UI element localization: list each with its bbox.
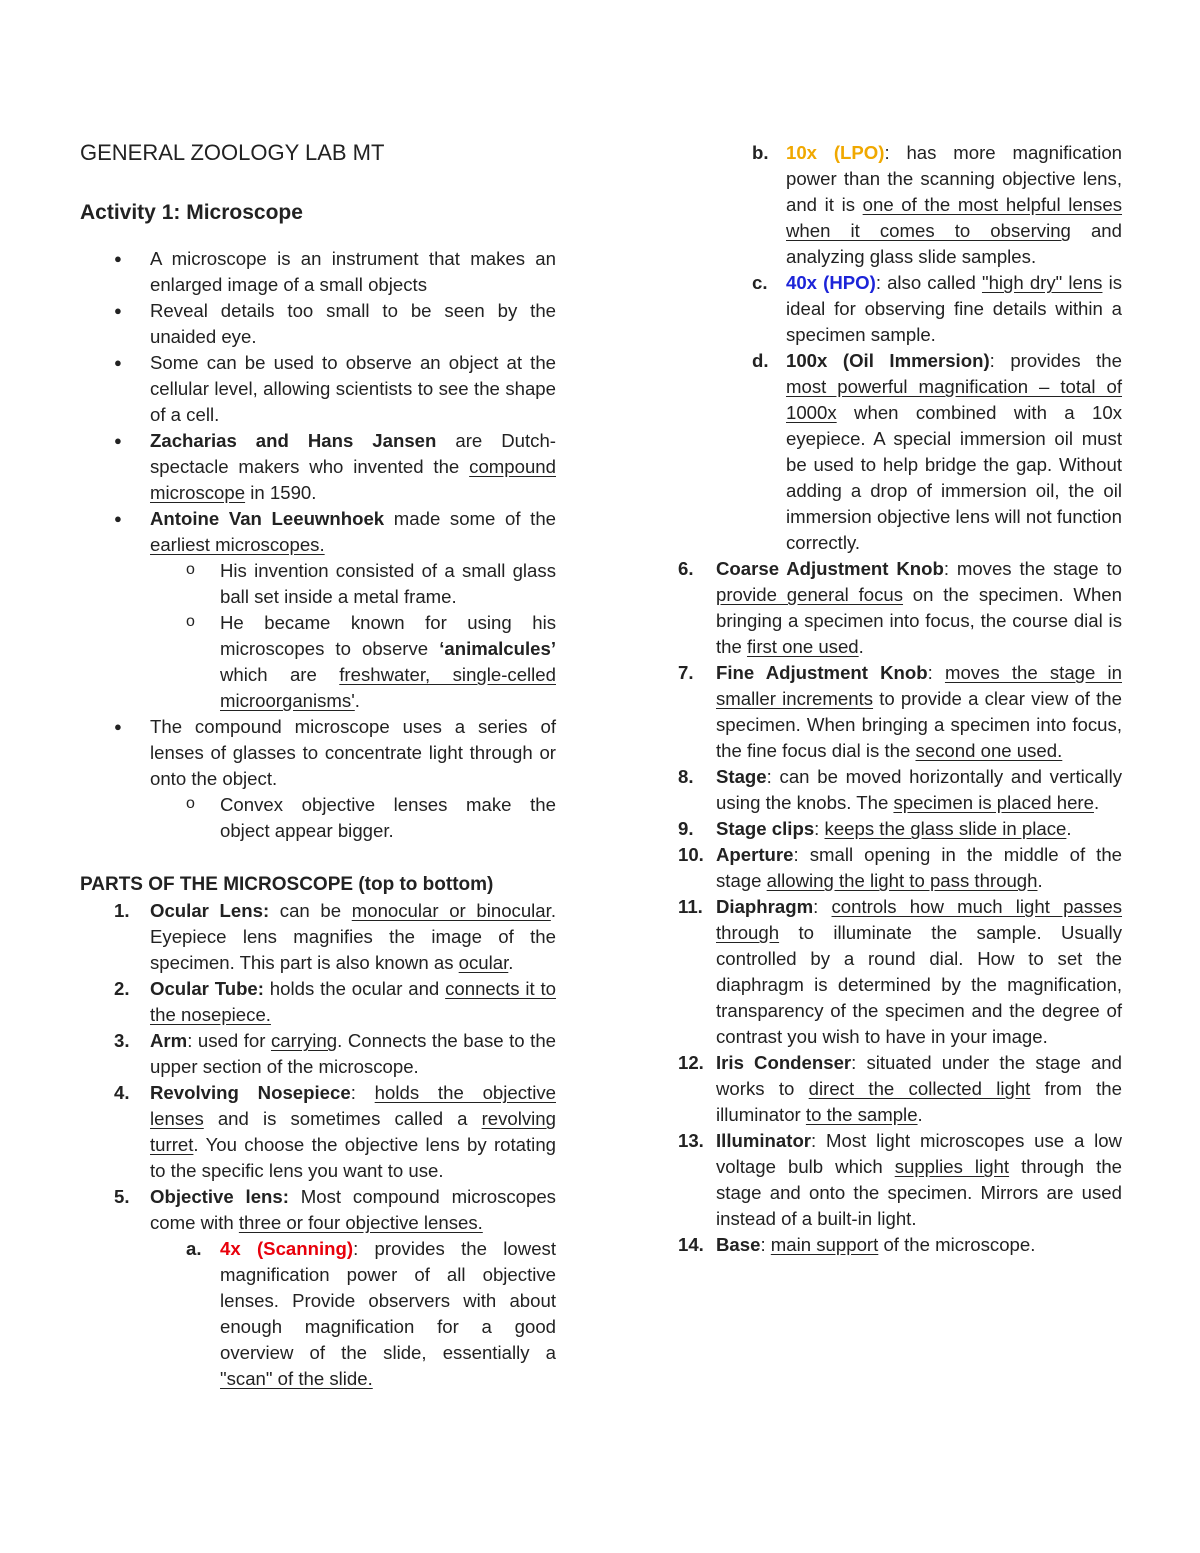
sub-list-item: o Convex objective lenses make the object appear bigger. [80, 792, 556, 844]
document-title: GENERAL ZOOLOGY LAB MT [80, 140, 385, 165]
part-item-stage: 8. Stage: can be moved horizontally and vertically using the knobs. The specimen is placed here. [678, 766, 1122, 813]
parts-heading: PARTS OF THE MICROSCOPE (top to bottom) [80, 874, 494, 895]
part-item-stage-clips: 9. Stage clips: keeps the glass slide in place. [678, 818, 1072, 839]
objective-item-lpo: b. 10x (LPO): has more magnification power than the scanning objective lens, and it is one of the most helpful lenses when it comes to observing and analyzing glass slide samples. [752, 142, 1123, 267]
objective-item-hpo: c. 40x (HPO): also called "high dry" lens is ideal for observing fine details within a specimen sample. [752, 272, 1122, 345]
part-item-objective-lens: 5. Objective lens: Most compound microscopes come with three or four objective lenses. [114, 1186, 556, 1233]
part-item-revolving-nosepiece: 4. Revolving Nosepiece: holds the objective lenses and is sometimes called a revolving turret. You choose the objective lens by rotating to the specific lens you want to use. [114, 1082, 556, 1181]
left-column [80, 138, 556, 1392]
list-item: ● The compound microscope uses a series of lenses of glasses to concentrate light through or onto the object. [80, 714, 556, 792]
right-column [678, 140, 1123, 1258]
part-item-ocular-tube: 2. Ocular Tube: holds the ocular and connects it to the nosepiece. [114, 978, 557, 1025]
parts-list-right [678, 140, 1123, 1258]
parts-list-left [80, 898, 556, 1392]
list-item: ● Antoine Van Leeuwnhoek made some of the earliest microscopes. [80, 506, 556, 558]
activity-heading: Activity 1: Microscope [80, 201, 303, 224]
list-item: ● Reveal details too small to be seen by the unaided eye. [80, 298, 556, 350]
intro-list [80, 246, 556, 844]
part-item-aperture: 10. Aperture: small opening in the middle of the stage allowing the light to pass through. [678, 844, 1122, 891]
sub-list-item: o He became known for using his microscopes to observe ‘animalcules’ which are freshwater, single-celled microorganisms'. [80, 610, 556, 714]
part-item-diaphragm: 11. Diaphragm: controls how much light passes through to illuminate the sample. Usually controlled by a round dial. How to set the diaphragm is determined by the magnification, transparency of the specimen and the degree of contrast you wish to have in your image. [678, 896, 1122, 1047]
objective-item-oil-immersion: d. 100x (Oil Immersion): provides the most powerful magnification – total of 1000x when combined with a 10x eyepiece. A special immersion oil must be used to help bridge the gap. Without adding a drop of immersion oil, the oil immersion objective lens will not function correctly. [752, 350, 1122, 553]
list-item: ● Zacharias and Hans Jansen are Dutch-spectacle makers who invented the compound microscope in 1590. [80, 428, 556, 506]
objective-item-scanning: a. 4x (Scanning): provides the lowest magnification power of all objective lenses. Provide observers with about enough magnification for a good overview of the slide, essentially a "scan" of the slide. [186, 1238, 556, 1389]
list-item: ● A microscope is an instrument that makes an enlarged image of a small objects [80, 246, 556, 298]
part-item-fine-adjustment-knob: 7. Fine Adjustment Knob: moves the stage in smaller increments to provide a clear view of the specimen. When bringing a specimen into focus, the fine focus dial is the second one used. [678, 662, 1122, 761]
part-item-base: 14. Base: main support of the microscope. [678, 1234, 1036, 1255]
part-item-arm: 3. Arm: used for carrying. Connects the base to the upper section of the microscope. [114, 1030, 557, 1077]
part-item-iris-condenser: 12. Iris Condenser: situated under the stage and works to direct the collected light from the illuminator to the sample. [678, 1052, 1122, 1125]
list-item: ● Some can be used to observe an object at the cellular level, allowing scientists to see the shape of a cell. [80, 350, 556, 428]
sub-list-item: o His invention consisted of a small glass ball set inside a metal frame. [80, 558, 556, 610]
part-item-ocular-lens: 1. Ocular Lens: can be monocular or binocular. Eyepiece lens magnifies the image of the specimen. This part is also known as ocular. [114, 900, 556, 973]
part-item-coarse-adjustment-knob: 6. Coarse Adjustment Knob: moves the stage to provide general focus on the specimen. When bringing a specimen into focus, the course dial is the first one used. [678, 558, 1123, 657]
part-item-illuminator: 13. Illuminator: Most light microscopes use a low voltage bulb which supplies light through the stage and onto the specimen. Mirrors are used instead of a built-in light. [678, 1130, 1123, 1229]
